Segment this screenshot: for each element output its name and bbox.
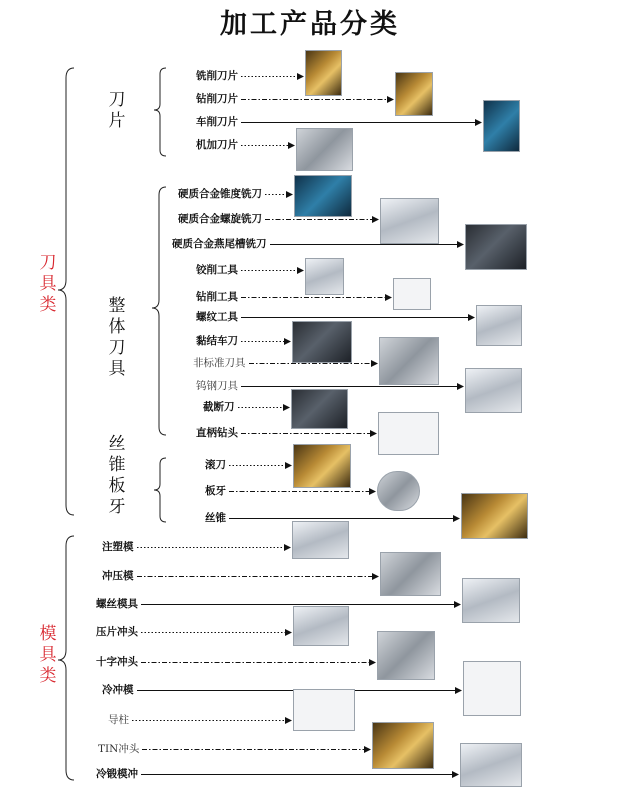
brace-solid-tools (152, 187, 166, 435)
item-label: 硬质合金燕尾槽铣刀 (172, 238, 267, 250)
item-label: 滚刀 (205, 459, 226, 471)
spiral-mill-icon (380, 198, 439, 244)
custom-tool-icon (379, 337, 439, 385)
thread-tool-icon (476, 305, 522, 346)
drill-set-icon (393, 278, 431, 310)
item-label: 硬质合金锥度铣刀 (178, 188, 262, 200)
brace-cutting-tools (58, 68, 74, 515)
item-label: 直柄钻头 (196, 427, 238, 439)
item-label: TIN冲头 (98, 743, 140, 755)
item-label: 板牙 (205, 485, 226, 497)
cutoff-blade-icon (291, 389, 348, 429)
silver-inserts-icon (296, 128, 353, 171)
brazed-tool-icon (292, 321, 352, 363)
item-label: 螺纹工具 (196, 311, 238, 323)
injection-mold-icon (292, 521, 349, 559)
die-icon (377, 471, 420, 511)
screw-mold-icon (462, 578, 520, 623)
item-label: 压片冲头 (96, 626, 138, 638)
item-label: 铣削刀片 (196, 70, 238, 82)
cross-punch-icon (377, 631, 435, 680)
group-label-cutting-tools: 刀具类 (39, 253, 57, 315)
brace-molds (58, 536, 74, 780)
item-label: 钨钢刀具 (196, 380, 238, 392)
item-label: 导柱 (108, 714, 129, 726)
item-label: 钻削刀片 (196, 93, 238, 105)
blue-inserts-icon (483, 100, 520, 152)
subgroup-label-solid-tools: 整体刀具 (108, 296, 126, 379)
brace-inserts (154, 68, 166, 156)
page-title: 加工产品分类 (220, 9, 400, 40)
guide-pillar-icon (293, 689, 355, 731)
hob-icon (293, 444, 351, 488)
stamping-die-icon (380, 552, 441, 596)
item-label: 注塑模 (102, 541, 134, 553)
item-label: 非标准刀具 (193, 357, 246, 369)
subgroup-label-inserts: 刀片 (108, 90, 126, 131)
item-label: 冷锻模冲 (96, 768, 138, 780)
group-label-molds: 模具类 (39, 624, 57, 686)
reamer-icon (305, 258, 344, 295)
item-label: 钻削工具 (196, 291, 238, 303)
item-label: 车削刀片 (196, 116, 238, 128)
cold-punch-icon (463, 661, 521, 716)
item-label: 冲压模 (102, 570, 134, 582)
item-label: 铰削工具 (196, 264, 238, 276)
item-label: 冷冲模 (102, 684, 134, 696)
taper-mill-icon (294, 175, 352, 217)
cold-forging-punch-icon (460, 743, 522, 787)
subgroup-label-taps-dies: 丝锥板牙 (108, 434, 126, 517)
item-label: 机加刀片 (196, 139, 238, 151)
item-label: 截断刀 (203, 401, 235, 413)
tin-punch-icon (372, 722, 434, 769)
item-label: 黏结车刀 (196, 335, 238, 347)
tungsten-tool-icon (465, 368, 522, 413)
gold-inserts-icon (305, 50, 342, 96)
item-label: 丝锥 (205, 512, 226, 524)
brace-taps-dies (154, 458, 166, 522)
dovetail-cutter-icon (465, 224, 527, 270)
tablet-punch-icon (293, 606, 349, 646)
tap-icon (461, 493, 528, 539)
straight-drill-icon (378, 412, 439, 455)
item-label: 螺丝模具 (96, 598, 138, 610)
item-label: 硬质合金螺旋铣刀 (178, 213, 262, 225)
item-label: 十字冲头 (96, 656, 138, 668)
gold-inserts-icon (395, 72, 433, 116)
